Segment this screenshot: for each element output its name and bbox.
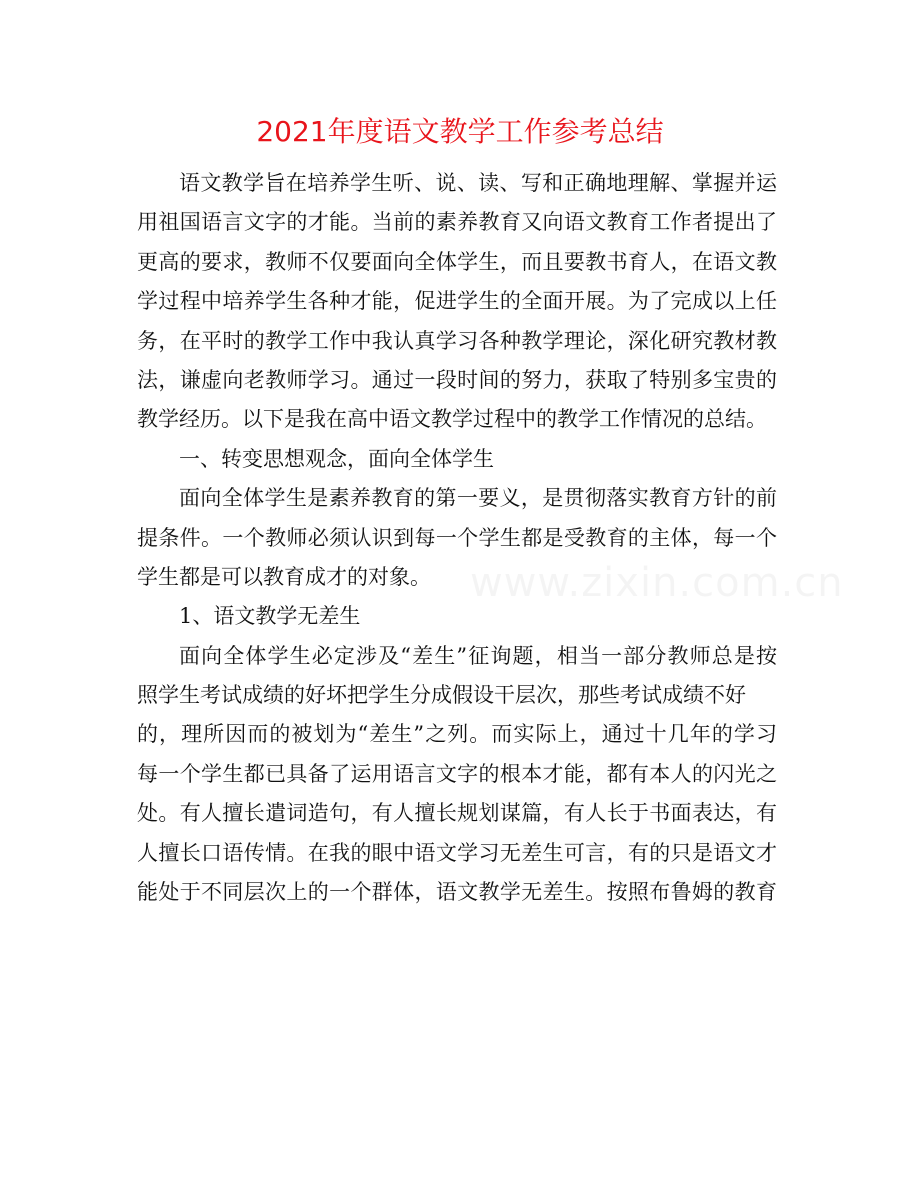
document-title: 2021年度语文教学工作参考总结 <box>256 115 664 148</box>
paragraph-line: 人擅长口语传情。在我的眼中语文学习无差生可言，有的只是语文才 <box>137 840 777 865</box>
document-body <box>137 164 777 912</box>
section-heading: 一、转变思想观念，面向全体学生 <box>179 446 494 471</box>
paragraph-line: 处。有人擅长遣词造句，有人擅长规划谋篇，有人长于书面表达，有 <box>137 801 777 826</box>
paragraph-line: 面向全体学生是素养教育的第一要义，是贯彻落实教育方针的前 <box>179 486 777 511</box>
paragraph-line: 用祖国语言文字的才能。当前的素养教育又向语文教育工作者提出了 <box>137 210 777 235</box>
paragraph-line: 能处于不同层次上的一个群体，语文教学无差生。按照布鲁姆的教育 <box>137 880 777 905</box>
paragraph-line: 提条件。一个教师必须认识到每一个学生都是受教育的主体，每一个 <box>137 525 777 550</box>
paragraph-line: 面向全体学生必定涉及“差生”征询题，相当一部分教师总是按 <box>179 643 777 668</box>
paragraph-line: 每一个学生都已具备了运用语言文字的根本才能，都有本人的闪光之 <box>137 761 777 786</box>
paragraph-line: 照学生考试成绩的好坏把学生分成假设干层次，那些考试成绩不好 <box>137 683 746 708</box>
paragraph-line: 教学经历。以下是我在高中语文教学过程中的教学工作情况的总结。 <box>137 407 767 432</box>
paragraph-line: 语文教学旨在培养学生听、说、读、写和正确地理解、掌握并运 <box>179 171 777 195</box>
paragraph-line: 学过程中培养学生各种才能，促进学生的全面开展。为了完成以上任 <box>137 289 777 314</box>
paragraph-line: 学生都是可以教育成才的对象。 <box>137 564 431 589</box>
paragraph-line: 更高的要求，教师不仅要面向全体学生，而且要教书育人，在语文教 <box>137 249 777 274</box>
paragraph-line: 的，理所因而的被划为“差生”之列。而实际上，通过十几年的学习 <box>137 722 777 747</box>
subsection-heading: 1、语文教学无差生 <box>179 604 361 629</box>
paragraph-line: 法，谦虚向老教师学习。通过一段时间的努力，获取了特别多宝贵的 <box>137 367 777 392</box>
paragraph-line: 务，在平时的教学工作中我认真学习各种教学理论，深化研究教材教 <box>137 328 777 353</box>
